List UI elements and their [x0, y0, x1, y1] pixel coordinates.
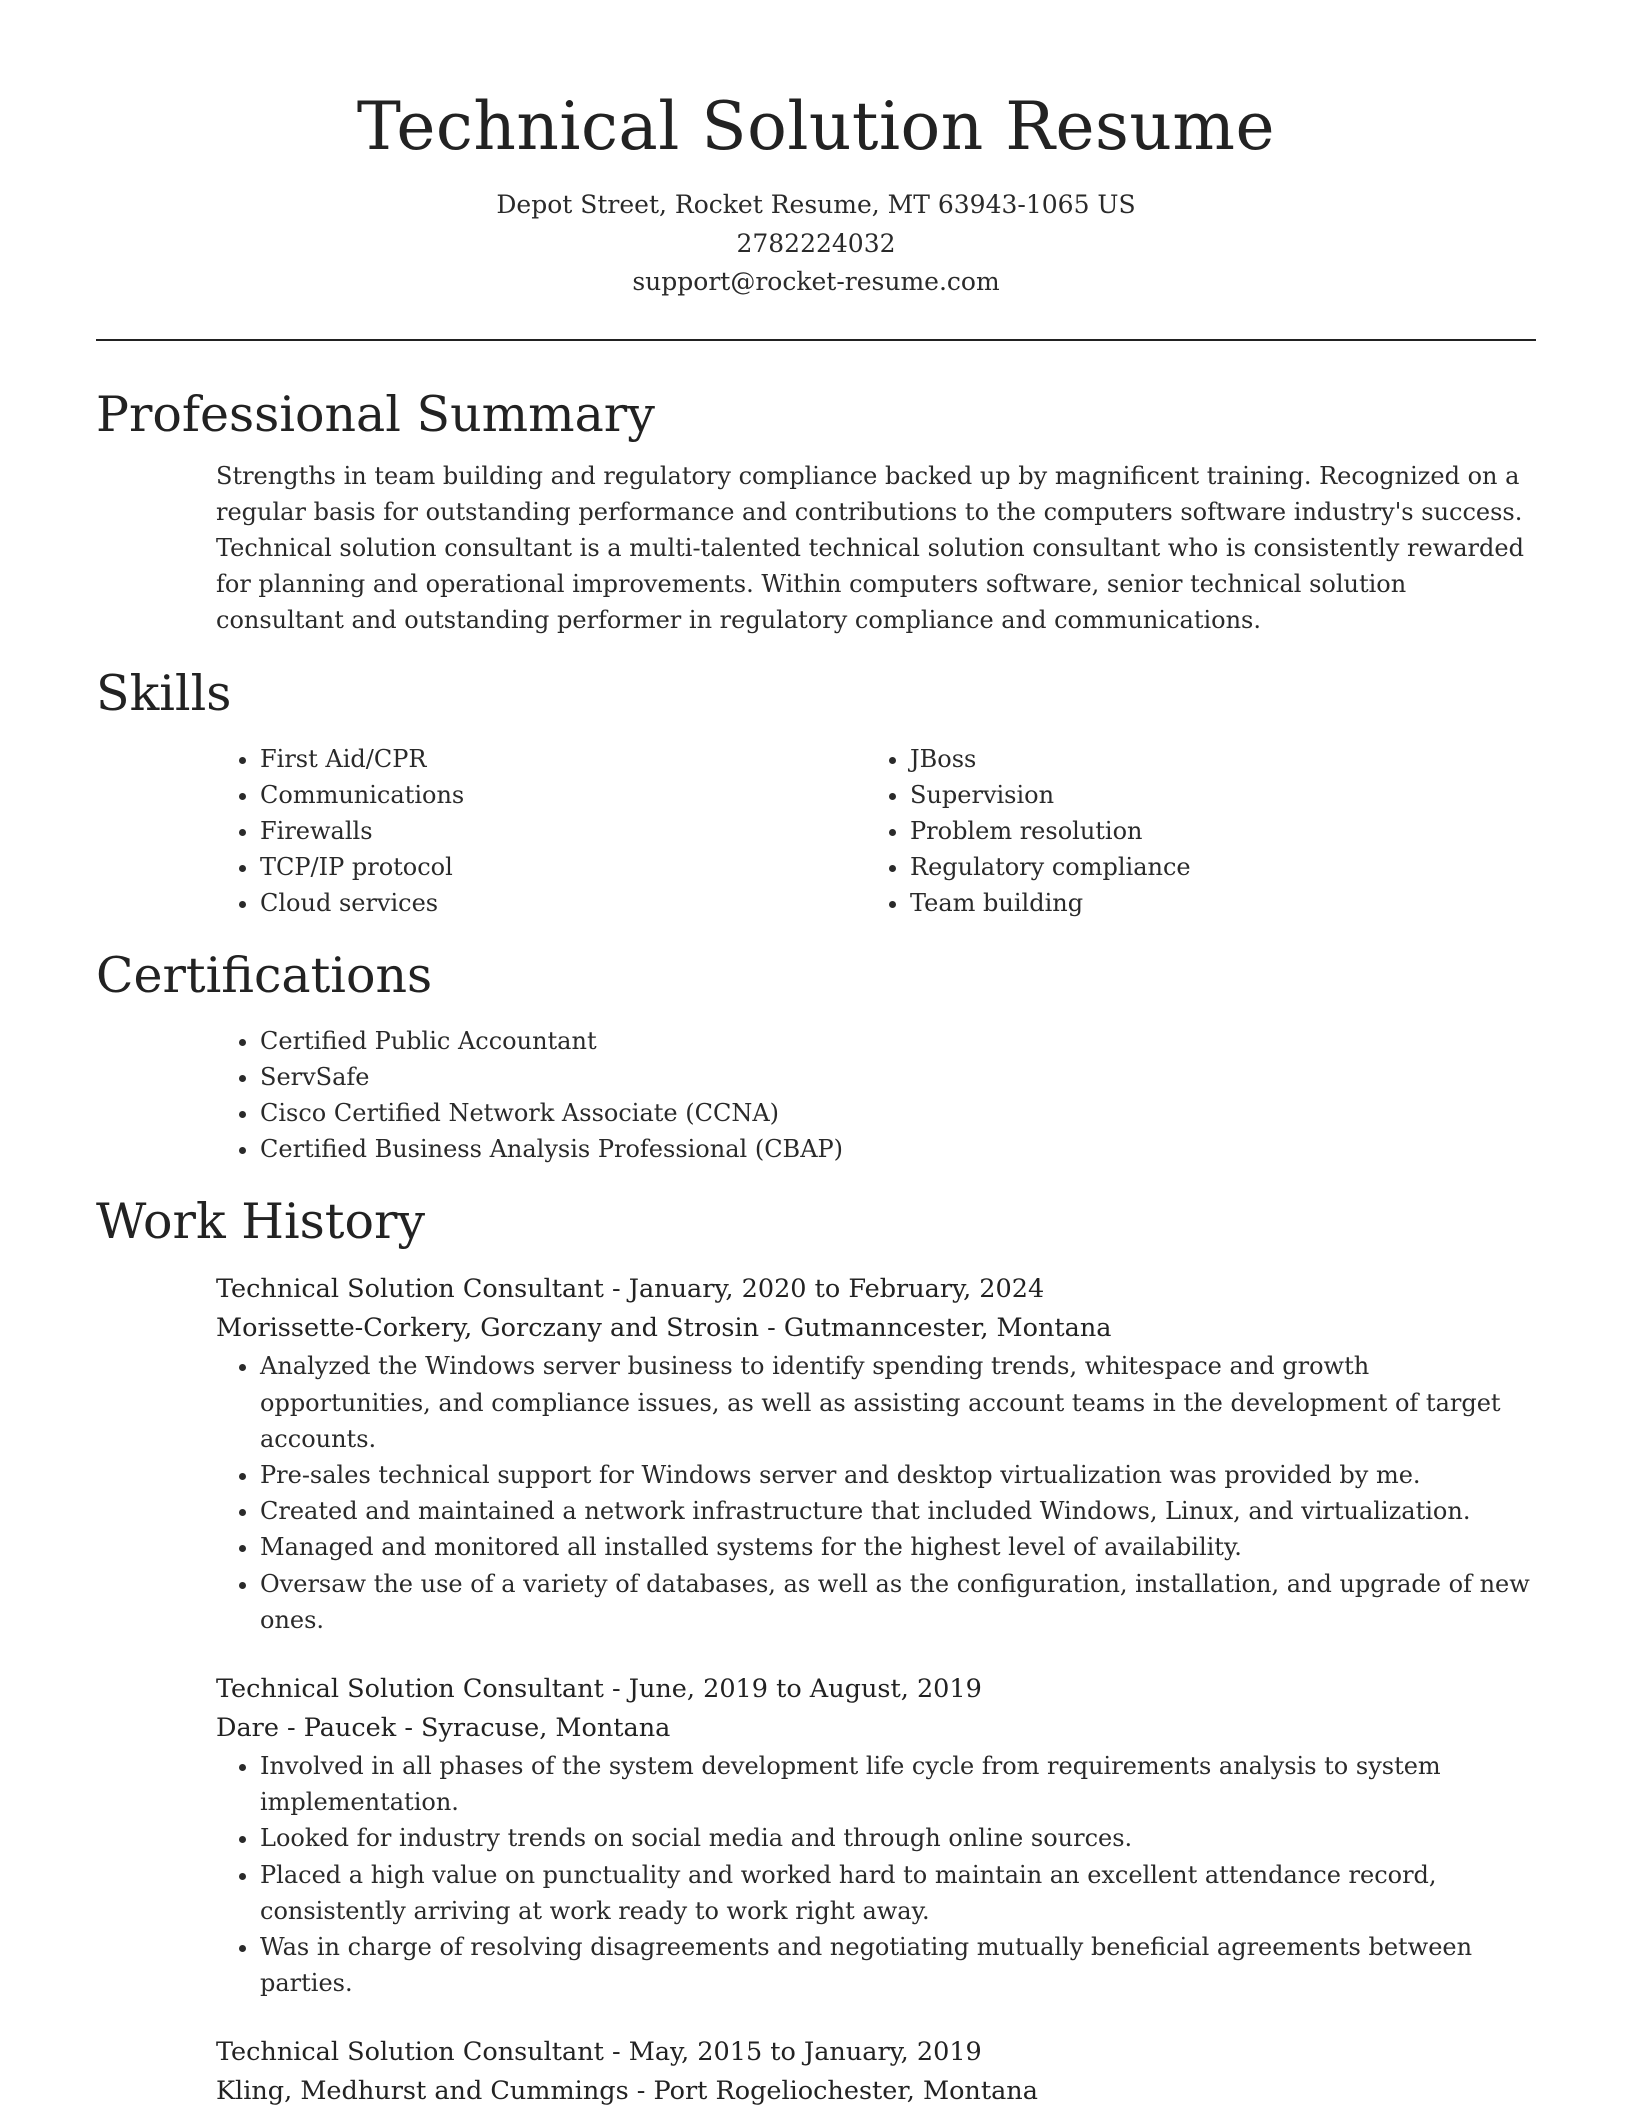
certification-item: • Certified Business Analysis Professional (CBAP)	[260, 1131, 1536, 1167]
job-title-line: Technical Solution Consultant - January, 2020 to February, 2024	[216, 1274, 1045, 1305]
job-dates: June, 2019 to August, 2019	[628, 1673, 982, 1704]
resume-header	[96, 0, 1536, 302]
skill-item: • Communications	[260, 777, 866, 813]
resume-title: Technical Solution Resume	[356, 88, 1276, 165]
job-duties-list	[216, 1348, 1536, 1638]
job-duty-item: • Was in charge of resolving disagreements and negotiating mutually beneficial agreements between parties.	[260, 1929, 1536, 2001]
job-company-line: Dare - Paucek - Syracuse, Montana	[216, 1712, 671, 1743]
work-history-section	[96, 1192, 1536, 2111]
job-company: Dare - Paucek	[216, 1712, 397, 1743]
job-duty-item: • Placed a high value on punctuality and worked hard to maintain an excellent attendance record, consistently arriving at work ready to work right away.	[260, 1857, 1536, 1929]
summary-heading: Professional Summary	[96, 385, 655, 443]
job-title-line: Technical Solution Consultant - May, 2015 to January, 2019	[216, 2037, 982, 2068]
job-duties-list	[216, 1748, 1536, 2001]
certification-item: • Cisco Certified Network Associate (CCNA)	[260, 1095, 1536, 1131]
contact-phone: 2782224032	[736, 228, 896, 258]
job-duty-item: • Created and maintained a network infrastructure that included Windows, Linux, and virtualization.	[260, 1493, 1536, 1529]
certifications-section	[96, 946, 1536, 1168]
skill-item: • TCP/IP protocol	[260, 849, 866, 885]
job-duty-item: • Managed and monitored all installed systems for the highest level of availability.	[260, 1529, 1536, 1565]
job-title: Technical Solution Consultant	[216, 1274, 604, 1305]
job-location: Gutmanncester, Montana	[783, 1313, 1112, 1344]
skills-list-right	[866, 741, 1516, 922]
skills-columns	[216, 741, 1536, 922]
job-duty-item: • Looked for industry trends on social media and through online sources.	[260, 1820, 1536, 1856]
job-entry	[216, 2033, 1536, 2111]
job-title: Technical Solution Consultant	[216, 2037, 604, 2068]
job-entry	[216, 1270, 1536, 1638]
skill-item: • JBoss	[910, 741, 1516, 777]
summary-text: Strengths in team building and regulatory compliance backed up by magnificent training. Recognized on a regular basis for outstanding performance and contributions to the computers software industry's success. Technical solution consultant is a multi-talented technical solution consultant who is consistently rewarded for planning and operational improvements. Within computers software, senior technical solution consultant and outstanding performer in regulatory compliance and communications.	[216, 461, 1524, 634]
job-duty-item: • Analyzed the Windows server business to identify spending trends, whitespace and growth opportunities, and compliance issues, as well as assisting account teams in the development of target accounts.	[260, 1348, 1536, 1457]
skills-list-left	[216, 741, 866, 922]
header-divider	[96, 339, 1536, 341]
job-dates: January, 2020 to February, 2024	[628, 1274, 1045, 1305]
job-company-line: Morissette-Corkery, Gorczany and Strosin - Gutmanncester, Montana	[216, 1313, 1112, 1344]
job-title-line: Technical Solution Consultant - June, 2019 to August, 2019	[216, 1673, 982, 1704]
skills-heading: Skills	[96, 664, 232, 722]
skill-item: • Cloud services	[260, 885, 866, 921]
skill-item: • Supervision	[910, 777, 1516, 813]
job-duty-item: • Pre-sales technical support for Windows server and desktop virtualization was provided by me.	[260, 1457, 1536, 1493]
skills-column-right	[866, 741, 1516, 922]
job-duty-item: • Involved in all phases of the system development life cycle from requirements analysis to system implementation.	[260, 1748, 1536, 1820]
skill-item: • Firewalls	[260, 813, 866, 849]
certification-item: • Certified Public Accountant	[260, 1023, 1536, 1059]
certifications-list-wrap	[216, 1023, 1536, 1168]
skill-item: • Team building	[910, 885, 1516, 921]
job-title: Technical Solution Consultant	[216, 1673, 604, 1704]
certification-item: • ServSafe	[260, 1059, 1536, 1095]
job-entry	[216, 1670, 1536, 2001]
job-company: Morissette-Corkery, Gorczany and Strosin	[216, 1313, 760, 1344]
skills-section	[96, 664, 1536, 922]
job-company: Kling, Medhurst and Cummings	[216, 2076, 629, 2107]
job-duty-item: • Oversaw the use of a variety of databases, as well as the configuration, installation, and upgrade of new ones.	[260, 1566, 1536, 1638]
summary-section	[96, 385, 1536, 638]
job-location: Syracuse, Montana	[421, 1712, 671, 1743]
certifications-heading: Certifications	[96, 946, 433, 1004]
skill-item: • Regulatory compliance	[910, 849, 1516, 885]
certifications-list	[216, 1023, 1536, 1168]
skill-item: • Problem resolution	[910, 813, 1516, 849]
job-dates: May, 2015 to January, 2019	[628, 2037, 982, 2068]
work-history-heading: Work History	[96, 1193, 426, 1251]
job-company-line: Kling, Medhurst and Cummings - Port Rogeliochester, Montana	[216, 2076, 1038, 2107]
contact-email: support@rocket-resume.com	[632, 267, 1000, 296]
contact-address: Depot Street, Rocket Resume, MT 63943-1065 US	[496, 190, 1136, 219]
skills-column-left	[216, 741, 866, 922]
job-location: Port Rogeliochester, Montana	[653, 2076, 1038, 2107]
skill-item: • First Aid/CPR	[260, 741, 866, 777]
contact-info	[96, 186, 1536, 302]
